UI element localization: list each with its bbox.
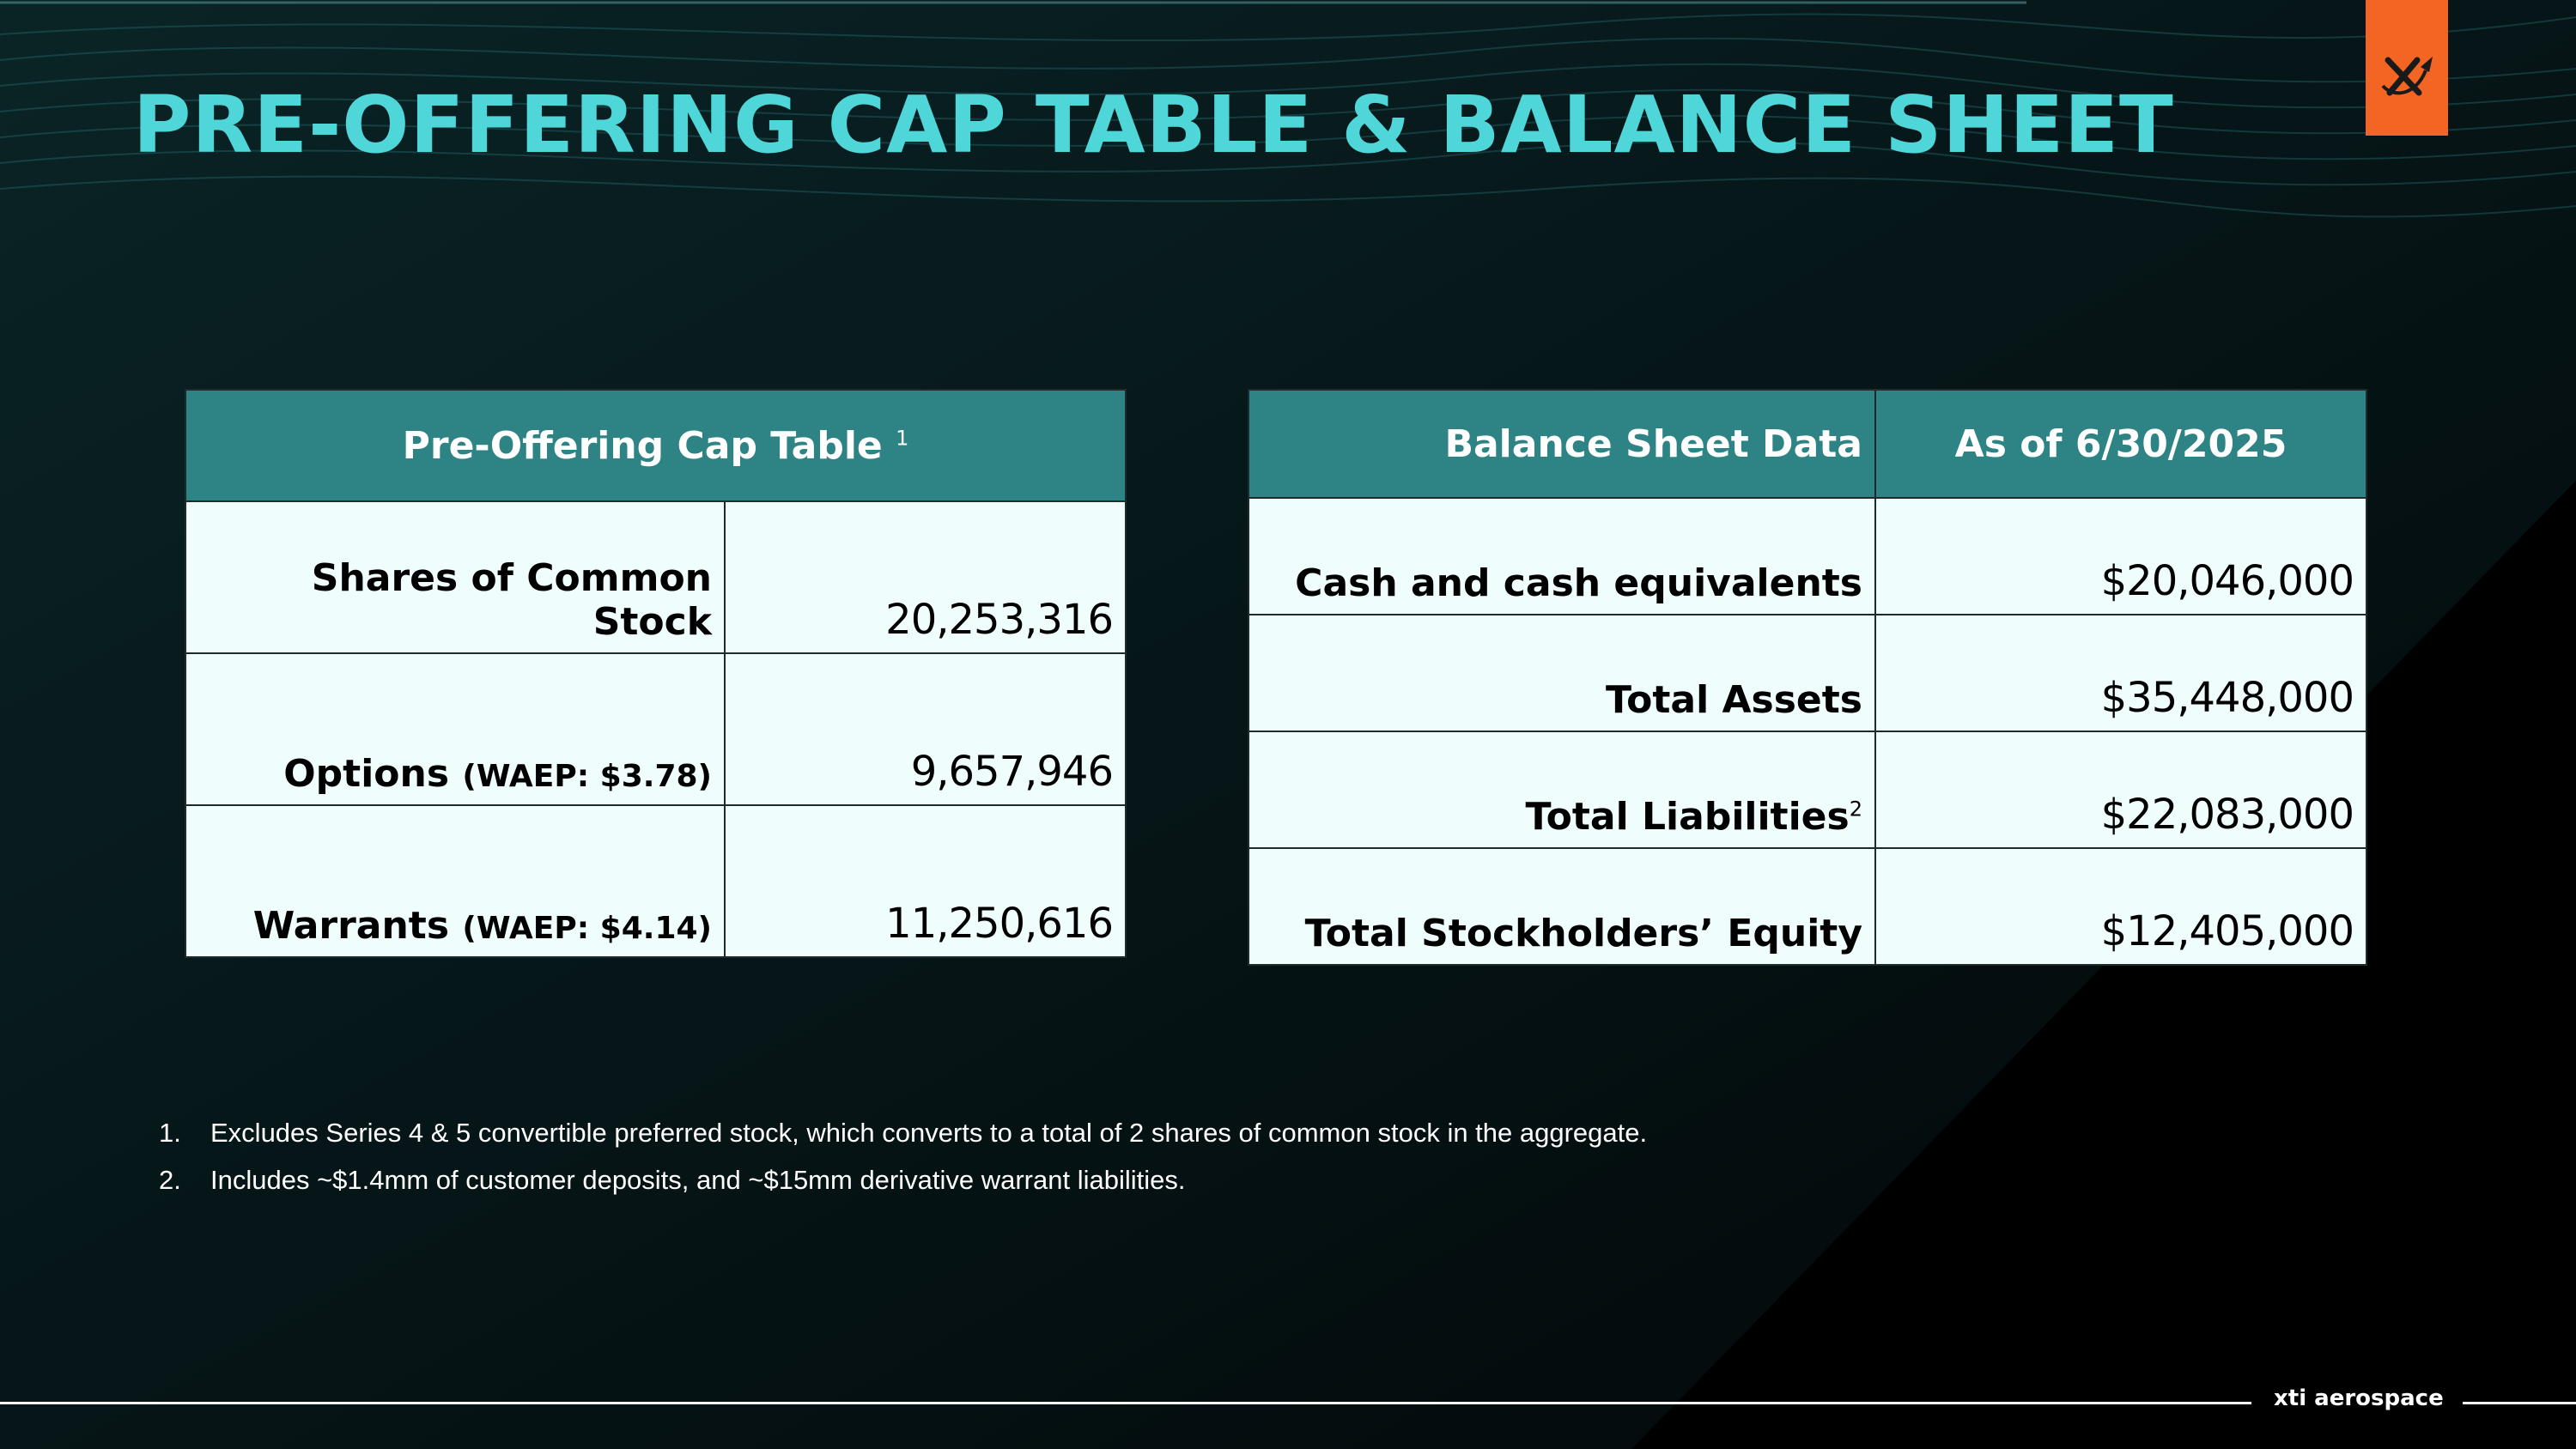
table-row: [1249, 848, 2366, 965]
footnote-text: Includes ~$1.4mm of customer deposits, and ~$15mm derivative warrant liabilities.: [210, 1165, 1186, 1195]
brand-wordmark: xti aerospace: [2274, 1385, 2444, 1411]
row-label: Total Assets: [1249, 615, 1875, 731]
table-row: [1249, 498, 2366, 615]
row-value: $35,448,000: [1875, 615, 2366, 731]
table-row: [185, 805, 1126, 957]
row-value: $20,046,000: [1875, 498, 2366, 615]
footnote-number: 2.: [159, 1165, 181, 1195]
table-row: [1249, 615, 2366, 731]
logo-box: [2366, 0, 2448, 136]
cap-table-header-label: Pre-Offering Cap Table: [402, 423, 883, 468]
row-label-text: Warrants: [252, 904, 450, 948]
row-label-text: Shares of Common Stock: [311, 556, 712, 644]
table-row: [185, 653, 1126, 805]
row-label: [185, 501, 725, 653]
balance-sheet-header-date: As of 6/30/2025: [1875, 390, 2366, 498]
row-value: $12,405,000: [1875, 848, 2366, 965]
row-value: 20,253,316: [725, 501, 1126, 653]
table-row: [1249, 731, 2366, 848]
footer-divider-left: [0, 1402, 2251, 1404]
footnote-number: 1.: [159, 1118, 181, 1148]
footnotes: [159, 1118, 2220, 1212]
cap-table: [185, 389, 1127, 958]
row-label: [185, 653, 725, 805]
row-label: Cash and cash equivalents: [1249, 498, 1875, 615]
table-row: [185, 501, 1126, 653]
footer-divider-right: [2463, 1402, 2576, 1404]
row-label: [1249, 731, 1875, 848]
cap-table-footnote-ref: 1: [896, 425, 909, 450]
row-label: Total Stockholders’ Equity: [1249, 848, 1875, 965]
row-value: $22,083,000: [1875, 731, 2366, 848]
xti-x-arrow-icon: [2376, 45, 2438, 106]
row-value: 11,250,616: [725, 805, 1126, 957]
balance-sheet-table: [1248, 389, 2367, 966]
row-label-text: Total Liabilities: [1525, 795, 1850, 839]
footnote-item: [159, 1165, 2220, 1196]
page-title: PRE-OFFERING CAP TABLE & BALANCE SHEET: [133, 79, 2174, 171]
row-label-text: Options: [283, 752, 450, 796]
footnote-text: Excludes Series 4 & 5 convertible preferred stock, which converts to a total of 2 shares of common stock in the aggregate.: [210, 1118, 1648, 1148]
liabilities-footnote-ref: 2: [1849, 797, 1862, 822]
footnote-item: [159, 1118, 2220, 1149]
row-label-detail: (WAEP: $3.78): [462, 759, 712, 794]
row-label: [185, 805, 725, 957]
row-value: 9,657,946: [725, 653, 1126, 805]
row-label-detail: (WAEP: $4.14): [462, 911, 712, 946]
balance-sheet-header-label: Balance Sheet Data: [1249, 390, 1875, 498]
cap-table-header: [185, 390, 1126, 501]
